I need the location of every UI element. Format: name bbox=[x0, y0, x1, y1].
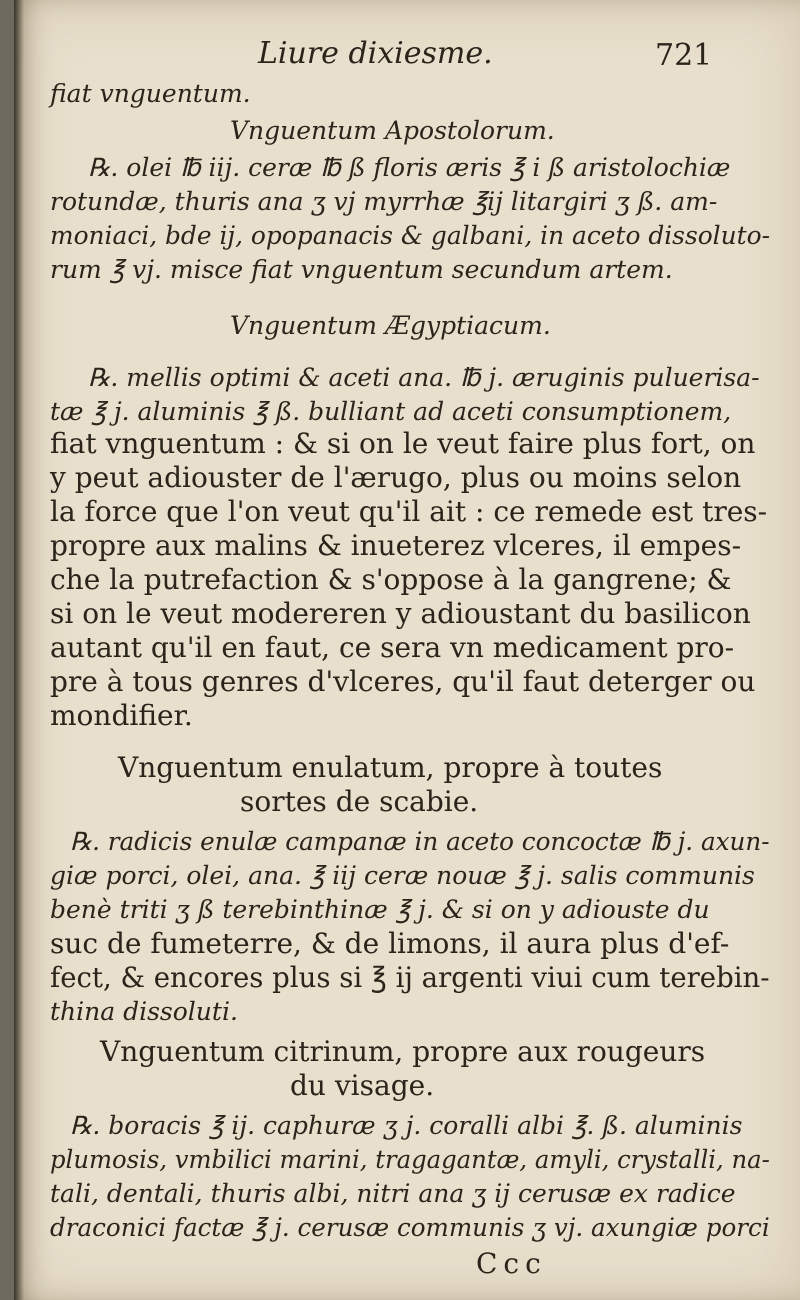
text-line: rum ℥ vj. misce fiat vnguentum secundum artem. bbox=[50, 255, 673, 284]
text-line: propre aux malins & inueterez vlceres, il empes- bbox=[50, 529, 742, 562]
text-line: ℞. radicis enulæ campanæ in aceto concoctæ ℔ j. axun- bbox=[70, 827, 770, 856]
binding-shadow bbox=[14, 0, 24, 1300]
text-line: draconici factæ ℥ j. cerusæ communis ʒ vj. axungiæ porci bbox=[50, 1213, 770, 1242]
text-line: fect, & encores plus si ℥ ij argenti viui cum terebin- bbox=[50, 961, 770, 994]
text-line: suc de fumeterre, & de limons, il aura plus d'ef- bbox=[50, 927, 730, 960]
section-heading: du visage. bbox=[290, 1069, 435, 1102]
text-line: giæ porci, olei, ana. ℥ iij ceræ nouæ ℥ j. salis communis bbox=[50, 861, 755, 890]
text-line: autant qu'il en faut, ce sera vn medicament pro- bbox=[50, 631, 735, 664]
text-line: tæ ℥ j. aluminis ℥ ß. bulliant ad aceti consumptionem, bbox=[50, 397, 732, 426]
section-heading: Vnguentum citrinum, propre aux rougeurs bbox=[100, 1035, 706, 1068]
text-line: plumosis, vmbilici marini, tragagantæ, amyli, crystalli, na- bbox=[50, 1145, 770, 1174]
section-heading: sortes de scabie. bbox=[240, 785, 479, 818]
text-line: ℞. olei ℔ iij. ceræ ℔ ß floris æris ℥ i ß aristolochiæ bbox=[88, 153, 731, 182]
text-line: pre à tous genres d'vlceres, qu'il faut deterger ou bbox=[50, 665, 756, 698]
text-line: fiat vnguentum. bbox=[50, 79, 251, 108]
text-line: ℞. boracis ℥ ij. caphuræ ʒ j. coralli albi ℥. ß. aluminis bbox=[70, 1111, 743, 1140]
text-line: fiat vnguentum : & si on le veut faire plus fort, on bbox=[50, 427, 756, 460]
signature-mark: Ccc bbox=[476, 1247, 547, 1280]
running-title: Liure dixiesme. bbox=[258, 36, 493, 71]
text-line: che la putrefaction & s'oppose à la gangrene; & bbox=[50, 563, 732, 596]
section-heading: Vnguentum Ægyptiacum. bbox=[230, 311, 551, 340]
text-line: rotundæ, thuris ana ʒ vj myrrhæ ℥ij litargiri ʒ ß. am- bbox=[50, 187, 718, 216]
text-line: ℞. mellis optimi & aceti ana. ℔ j. æruginis puluerisa- bbox=[88, 363, 760, 392]
page-number: 721 bbox=[655, 38, 713, 73]
text-line: moniaci, bde ij, opopanacis & galbani, in aceto dissoluto- bbox=[50, 221, 771, 250]
text-line: mondifier. bbox=[50, 699, 193, 732]
text-line: benè triti ʒ ß terebinthinæ ℥ j. & si on y adiouste du bbox=[50, 895, 710, 924]
text-line: la force que l'on veut qu'il ait : ce remede est tres- bbox=[50, 495, 768, 528]
section-heading: Vnguentum Apostolorum. bbox=[230, 116, 555, 145]
section-heading: Vnguentum enulatum, propre à toutes bbox=[118, 751, 663, 784]
text-line: thina dissoluti. bbox=[50, 997, 238, 1026]
text-line: tali, dentali, thuris albi, nitri ana ʒ ij cerusæ ex radice bbox=[50, 1179, 736, 1208]
text-line: si on le veut modereren y adioustant du basilicon bbox=[50, 597, 751, 630]
text-line: y peut adiouster de l'ærugo, plus ou moins selon bbox=[50, 461, 742, 494]
